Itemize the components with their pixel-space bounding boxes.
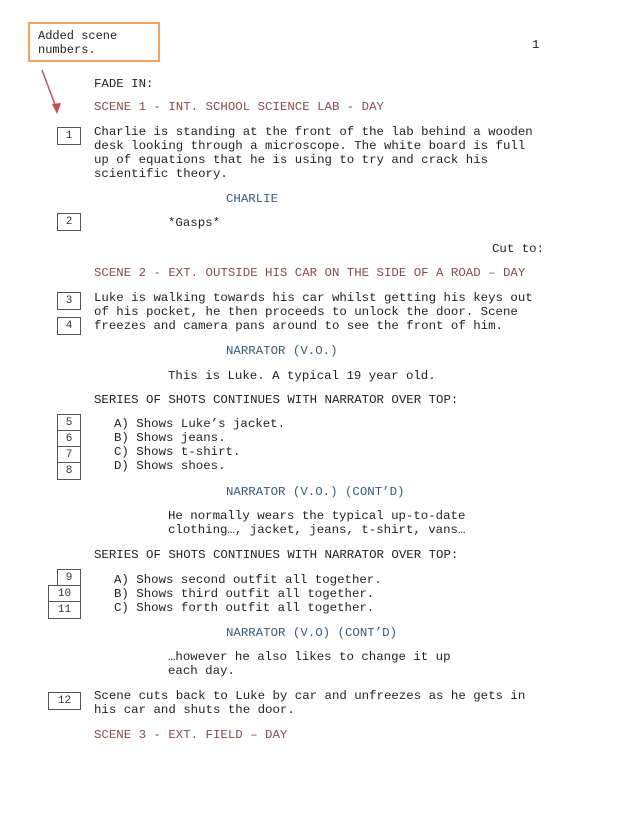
fade-in: FADE IN:	[94, 77, 154, 91]
action-line: of his pocket, he then proceeds to unlock the door. Scene	[94, 305, 518, 319]
character-name: CHARLIE	[226, 192, 279, 206]
scene-number-box: 2	[57, 213, 81, 231]
scene-number-box: 1	[57, 127, 81, 145]
action-line: Charlie is standing at the front of the lab behind a wooden	[94, 125, 533, 139]
transition: Cut to:	[492, 242, 545, 256]
scene-number-box: 11	[48, 601, 81, 619]
scene-number-box: 7	[57, 446, 81, 464]
series-of-shots: SERIES OF SHOTS CONTINUES WITH NARRATOR OVER TOP:	[94, 548, 459, 562]
action-line: his car and shuts the door.	[94, 703, 295, 717]
scene-number-box: 8	[57, 462, 81, 480]
character-name: NARRATOR (V.O.)	[226, 344, 338, 358]
action-line: Scene cuts back to Luke by car and unfreezes as he gets in	[94, 689, 526, 703]
dialogue-line: He normally wears the typical up-to-date	[168, 509, 466, 523]
dialogue-line: This is Luke. A typical 19 year old.	[168, 369, 436, 383]
annotation-line-1: Added scene	[38, 29, 118, 43]
page-number: 1	[532, 38, 540, 52]
action-line: scientific theory.	[94, 167, 228, 181]
annotation-line-2: numbers.	[38, 43, 96, 57]
scene-heading-1: SCENE 1 - INT. SCHOOL SCIENCE LAB - DAY	[94, 100, 384, 114]
shot-line: B) Shows jeans.	[114, 431, 226, 445]
scene-number-box: 4	[57, 317, 81, 335]
scene-heading-2: SCENE 2 - EXT. OUTSIDE HIS CAR ON THE SIDE OF A ROAD – DAY	[94, 266, 526, 280]
scene-number-box: 12	[48, 692, 81, 710]
shot-line: D) Shows shoes.	[114, 459, 226, 473]
shot-line: A) Shows second outfit all together.	[114, 573, 382, 587]
dialogue-line: each day.	[168, 664, 235, 678]
scene-number-box: 5	[57, 414, 81, 432]
series-of-shots: SERIES OF SHOTS CONTINUES WITH NARRATOR OVER TOP:	[94, 393, 459, 407]
character-name: NARRATOR (V.O.) (CONT’D)	[226, 485, 405, 499]
scene-number-box: 6	[57, 430, 81, 448]
shot-line: B) Shows third outfit all together.	[114, 587, 375, 601]
dialogue-line: clothing…, jacket, jeans, t-shirt, vans…	[168, 523, 466, 537]
scene-heading-3: SCENE 3 - EXT. FIELD – DAY	[94, 728, 288, 742]
dialogue-line: *Gasps*	[168, 216, 221, 230]
action-line: desk looking through a microscope. The white board is full	[94, 139, 526, 153]
dialogue-line: …however he also likes to change it up	[168, 650, 451, 664]
character-name: NARRATOR (V.O) (CONT’D)	[226, 626, 398, 640]
shot-line: A) Shows Luke’s jacket.	[114, 417, 286, 431]
shot-line: C) Shows t-shirt.	[114, 445, 241, 459]
shot-line: C) Shows forth outfit all together.	[114, 601, 375, 615]
action-line: freezes and camera pans around to see the front of him.	[94, 319, 503, 333]
scene-number-box: 10	[48, 585, 81, 603]
action-line: Luke is walking towards his car whilst getting his keys out	[94, 291, 533, 305]
action-line: up of equations that he is using to try and crack his	[94, 153, 489, 167]
scene-number-box: 3	[57, 292, 81, 310]
scene-number-box: 9	[57, 569, 81, 587]
